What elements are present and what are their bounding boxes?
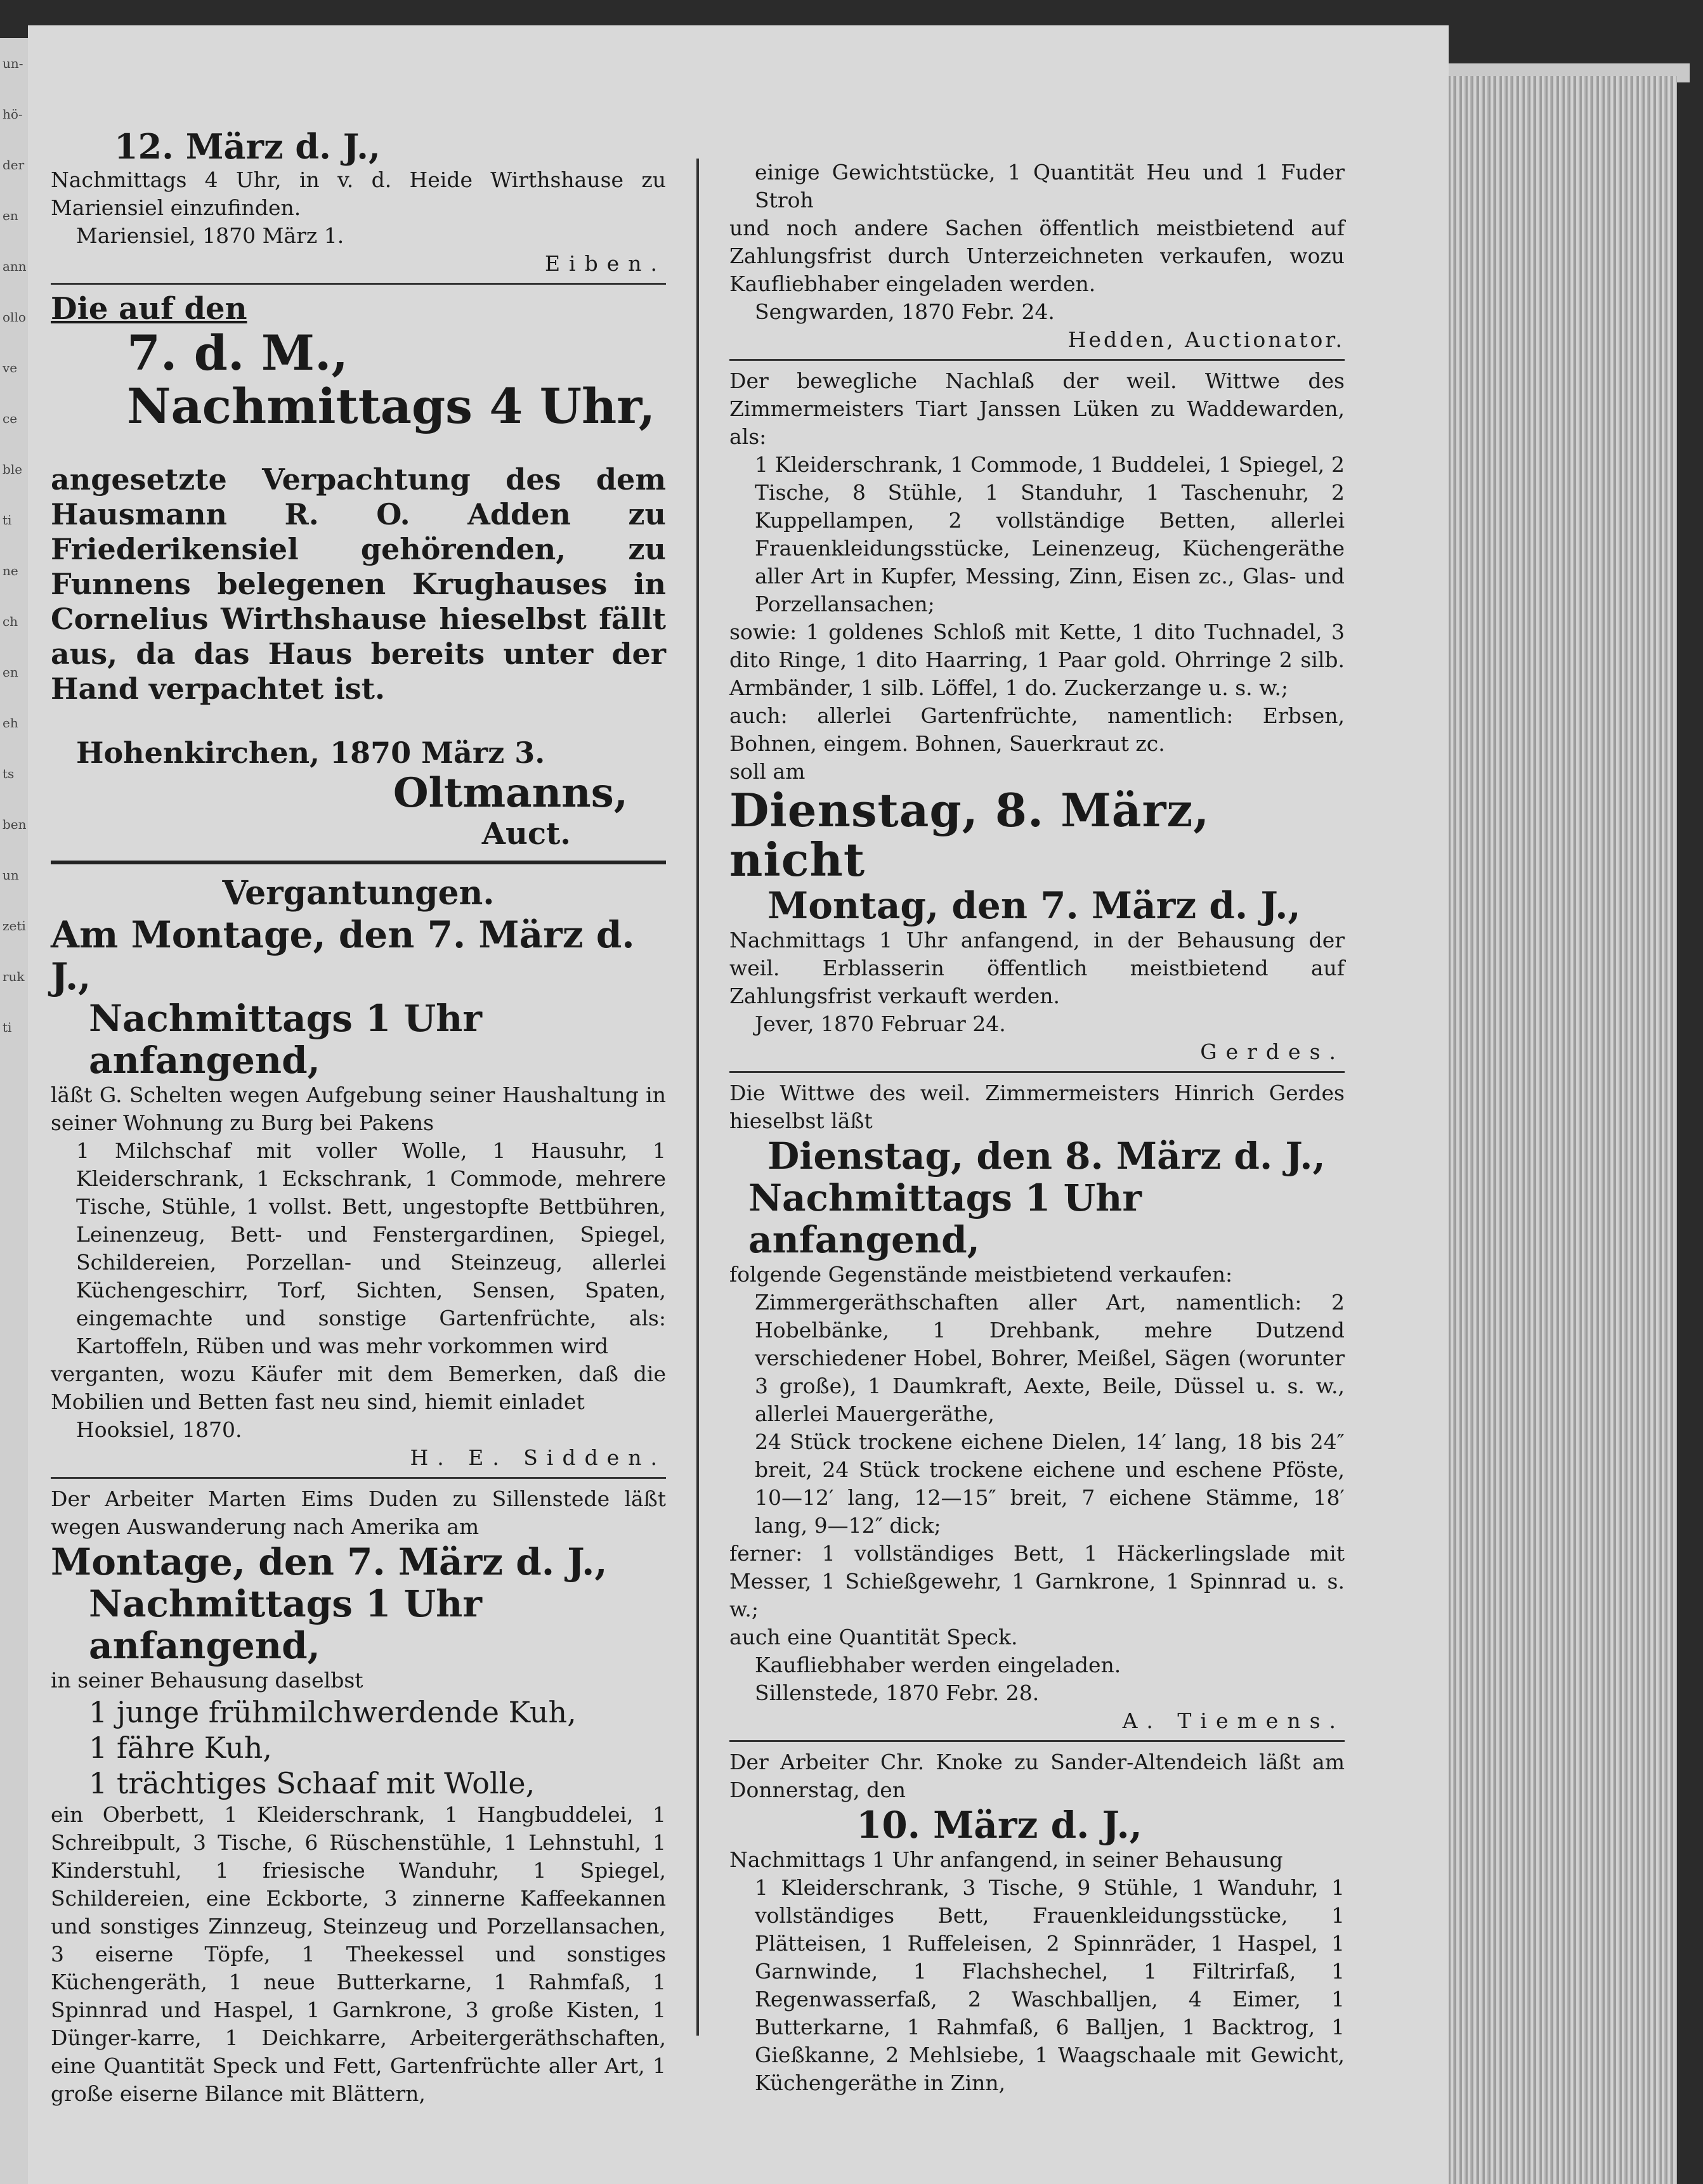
r2-date-old: Montag, den 7. März d. J., <box>767 884 1301 927</box>
margin-fragment: un <box>3 868 19 883</box>
r3-items1: Zimmergeräthschaften aller Art, namentlich: 2 Hobelbänke, 1 Drehbank, mehre Dutzend verschiedener Hobel, Bohrer, Meißel, Sägen (worunter 3 große), 1 Daumkraft, Aexte, Beile, Düssel u. s. w., allerlei Mauergeräthe, <box>755 1290 1345 1426</box>
margin-fragment: ce <box>3 411 18 426</box>
r3-items2: 24 Stück trockene eichene Dielen, 14′ lang, 18 bis 24″ breit, 24 Stück trockene eichene und eschene Pföste, 10—12′ lang, 12—15″ breit, 7 eichene Stämme, 18′ lang, 9—12″ dick; <box>755 1429 1345 1538</box>
margin-fragment: ts <box>3 766 15 781</box>
section-title: Vergantungen. <box>222 874 495 913</box>
notice4-date: Montage, den 7. März d. J., <box>51 1540 608 1583</box>
margin-fragment: zeti <box>3 918 26 933</box>
margin-fragment: un- <box>3 56 23 71</box>
notice2-text: angesetzte Verpachtung des dem Hausmann R. O. Adden zu Friederikensiel gehörenden, zu Funnens belegenen Krughauses in Cornelius Wirthshause hieselbst fällt aus, da das Haus bereits unter der Hand verpachtet ist. <box>51 462 666 706</box>
r2-signature: Gerdes. <box>1200 1039 1345 1064</box>
rule <box>51 1477 666 1479</box>
r1-signature: Hedden, Auctionator. <box>1067 327 1345 352</box>
notice3-intro: läßt G. Schelten wegen Aufgebung seiner Haushaltung in seiner Wohnung zu Burg bei Pakens <box>51 1082 666 1135</box>
r4-intro: Der Arbeiter Chr. Knoke zu Sander-Altendeich läßt am Donnerstag, den <box>729 1750 1345 1802</box>
r4-items: 1 Kleiderschrank, 3 Tische, 9 Stühle, 1 Wanduhr, 1 vollständiges Bett, Frauenkleidungsstücke, 1 Plätteisen, 1 Ruffeleisen, 2 Spinnräder, 1 Haspel, 1 Garnwinde, 1 Flachshechel, 1 Filtrirfaß, 1 Regenwasserfaß, 2 Waschballjen, 4 Eimer, 1 Butterkarne, 1 Rahmfaß, 6 Balljen, 1 Backtrog, 1 Gießkanne, 2 Mehlsiebe, 1 Waagschaale mit Gewicht, Küchengeräthe in Zinn, <box>755 1875 1345 2095</box>
r4-date: 10. März d. J., <box>856 1804 1142 1847</box>
rule <box>51 861 666 864</box>
notice4-item1: 1 junge frühmilchwerdende Kuh, <box>89 1695 577 1729</box>
page-edges <box>1449 76 1677 2184</box>
r2-soll: soll am <box>729 759 806 784</box>
margin-fragment: ruk <box>3 969 25 984</box>
r3-signature: A. Tiemens. <box>1122 1708 1345 1733</box>
notice4-time: Nachmittags 1 Uhr anfangend, <box>89 1582 482 1667</box>
rule <box>51 283 666 285</box>
margin-fragment: ben <box>3 817 27 832</box>
margin-fragment: der <box>3 157 25 172</box>
margin-fragment: ti <box>3 1020 12 1035</box>
margin-fragment: ann <box>3 259 27 274</box>
r2-items: 1 Kleiderschrank, 1 Commode, 1 Buddelei, 1 Spiegel, 2 Tische, 8 Stühle, 1 Standuhr, 1 Taschenuhr, 2 Kuppellampen, 2 vollständige Betten, allerlei Frauenkleidungsstücke, Leinenzeug, Küchengeräthe aller Art in Kupfer, Messing, Zinn, Eisen zc., Glas- und Porzellansachen; <box>755 452 1345 616</box>
notice2-signature: Oltmanns, <box>393 769 628 817</box>
margin-fragment: ne <box>3 563 18 578</box>
r3-time: Nachmittags 1 Uhr anfangend, <box>748 1176 1142 1261</box>
notice1-date: 12. März d. J., <box>114 126 381 167</box>
notice1-text: Nachmittags 4 Uhr, in v. d. Heide Wirthshause zu Mariensiel einzufinden. <box>51 167 666 220</box>
r3-ferner: ferner: 1 vollständiges Bett, 1 Häckerlingslade mit Messer, 1 Schießgewehr, 1 Garnkrone, 1 Spinnrad u. s. w.; <box>729 1541 1345 1622</box>
margin-fragment: en <box>3 665 18 680</box>
margin-fragment: ve <box>3 360 18 375</box>
r3-lead: folgende Gegenstände meistbietend verkaufen: <box>729 1262 1233 1287</box>
r3-date: Dienstag, den 8. März d. J., <box>767 1134 1326 1178</box>
notice2-intro: Die auf den <box>51 291 247 327</box>
margin-fragment: eh <box>3 715 18 731</box>
notice2-date: 7. d. M., Nachmittags 4 Uhr, <box>127 325 656 434</box>
notice3-outro: verganten, wozu Käufer mit dem Bemerken, daß die Mobilien und Betten fast neu sind, hiemit einladet <box>51 1362 666 1414</box>
notice3-date: Am Montage, den 7. März d. J., <box>51 913 635 998</box>
r2-intro: Der bewegliche Nachlaß der weil. Wittwe des Zimmermeisters Tiart Janssen Lüken zu Waddewarden, als: <box>729 368 1345 449</box>
r2-sowie: sowie: 1 goldenes Schloß mit Kette, 1 dito Tuchnadel, 3 dito Ringe, 1 dito Haarring, 1 Paar gold. Ohrringe 2 silb. Armbänder, 1 silb. Löffel, 1 do. Zuckerzange u. s. w.; <box>729 620 1345 700</box>
r3-intro: Die Wittwe des weil. Zimmermeisters Hinrich Gerdes hieselbst läßt <box>729 1081 1345 1133</box>
column-divider <box>696 159 699 2036</box>
r3-place: Sillenstede, 1870 Febr. 28. <box>755 1680 1040 1705</box>
margin-fragment: ollo <box>3 309 26 325</box>
notice2-signature-title: Auct. <box>481 816 571 852</box>
margin-fragment: en <box>3 208 18 223</box>
rule <box>729 1740 1345 1742</box>
notice3-time: Nachmittags 1 Uhr anfangend, <box>89 997 482 1082</box>
r2-place: Jever, 1870 Februar 24. <box>755 1011 1006 1036</box>
notice1-signature: Eiben. <box>544 251 666 276</box>
rule <box>729 359 1345 361</box>
notice3-place: Hooksiel, 1870. <box>76 1417 242 1442</box>
r1-place: Sengwarden, 1870 Febr. 24. <box>755 299 1055 324</box>
notice2-place: Hohenkirchen, 1870 März 3. <box>76 736 545 770</box>
r3-auch: auch eine Quantität Speck. <box>729 1625 1018 1649</box>
notice3-signature: H. E. Sidden. <box>410 1445 666 1470</box>
notice4-intro: Der Arbeiter Marten Eims Duden zu Sillenstede läßt wegen Auswanderung nach Amerika am <box>51 1486 666 1539</box>
r2-auch: auch: allerlei Gartenfrüchte, namentlich: Erbsen, Bohnen, eingem. Bohnen, Sauerkraut zc. <box>729 703 1345 756</box>
right-column <box>729 159 1345 2097</box>
r1-outro: und noch andere Sachen öffentlich meistbietend auf Zahlungsfrist durch Unterzeichneten verkaufen, wozu Kaufliebhaber eingeladen werden. <box>729 216 1345 296</box>
notice4-items: ein Oberbett, 1 Kleiderschrank, 1 Hangbuddelei, 1 Schreibpult, 3 Tische, 6 Rüschenstühle, 1 Lehnstuhl, 1 Kinderstuhl, 1 friesische Wanduhr, 1 Spiegel, Schildereien, eine Eckborte, 3 zinnerne Kaffeekannen und sonstiges Zinnzeug, Steinzeug und Porzellansachen, 3 eiserne Töpfe, 1 Theekessel und sonstiges Küchengeräth, 1 neue Butterkarne, 1 Rahmfaß, 1 Spinnrad und Haspel, 1 Garnkrone, 3 große Kisten, 1 Dünger-karre, 1 Deichkarre, Arbeitergeräthschaften, eine Quantität Speck und Fett, Gartenfrüchte aller Art, 1 große eiserne Bilance mit Blättern, <box>51 1802 666 2106</box>
notice4-item2: 1 fähre Kuh, <box>89 1731 273 1765</box>
r2-date: Dienstag, 8. März, nicht <box>729 783 1210 887</box>
margin-fragment: hö- <box>3 107 23 122</box>
r2-outro: Nachmittags 1 Uhr anfangend, in der Behausung der weil. Erblasserin öffentlich meistbietend auf Zahlungsfrist verkauft werden. <box>729 928 1345 1008</box>
r3-invite: Kaufliebhaber werden eingeladen. <box>755 1653 1121 1677</box>
notice1-place: Mariensiel, 1870 März 1. <box>76 223 344 248</box>
left-page-margin <box>0 38 28 2184</box>
margin-fragment: ch <box>3 614 18 629</box>
margin-fragment: ble <box>3 462 23 477</box>
notice4-place: in seiner Behausung daselbst <box>51 1668 363 1693</box>
notice3-items: 1 Milchschaf mit voller Wolle, 1 Hausuhr, 1 Kleiderschrank, 1 Eckschrank, 1 Commode, mehrere Tische, Stühle, 1 vollst. Bett, ungestopfte Bettbühren, Leinenzeug, Bett- und Fenstergardinen, Spiegel, Schildereien, Porzellan- und Steinzeug, allerlei Küchengeschirr, Torf, Sichten, Sensen, Spaten, eingemachte und sonstige Gartenfrüchte, als: Kartoffeln, Rüben und was mehr vorkommen wird <box>76 1138 666 1358</box>
margin-fragment: ti <box>3 512 12 528</box>
notice4-item3: 1 trächtiges Schaaf mit Wolle, <box>89 1766 535 1800</box>
r4-time: Nachmittags 1 Uhr anfangend, in seiner Behausung <box>729 1847 1283 1872</box>
r1-text: einige Gewichtstücke, 1 Quantität Heu und 1 Fuder Stroh <box>755 160 1345 212</box>
left-column <box>51 127 666 2108</box>
rule <box>729 1071 1345 1073</box>
